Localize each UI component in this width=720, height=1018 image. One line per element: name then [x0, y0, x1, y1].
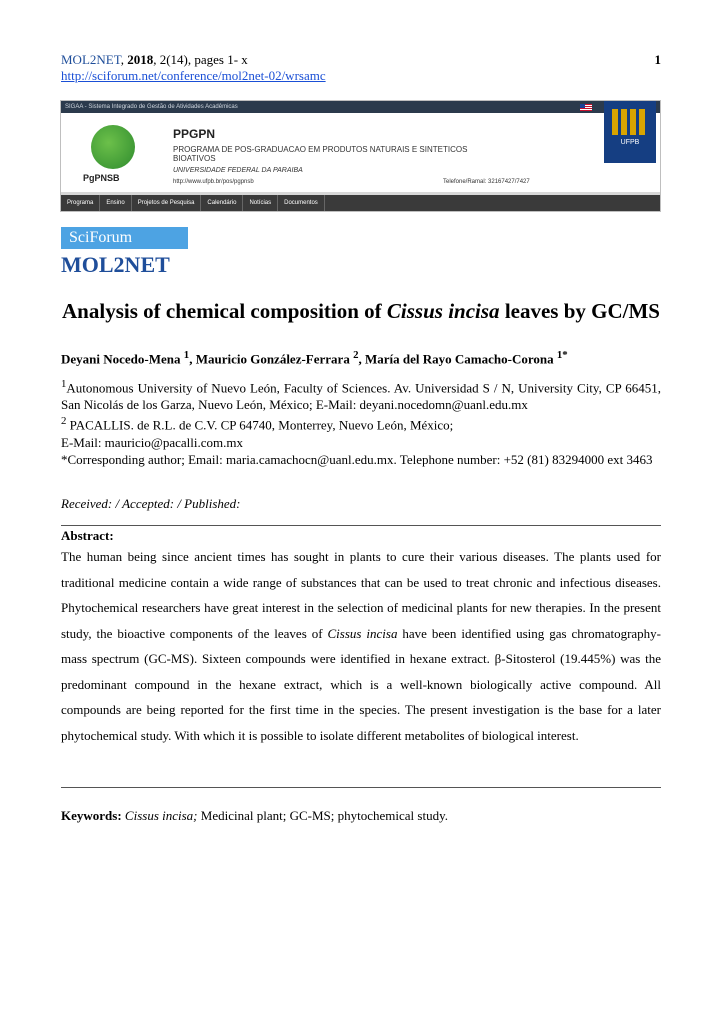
us-flag-icon	[580, 104, 592, 111]
keywords-label: Keywords:	[61, 808, 122, 823]
year: 2018	[127, 52, 154, 67]
affiliation-2-email: E-Mail: mauricio@pacalli.com.mx	[61, 434, 243, 450]
ufpb-logo-icon	[612, 109, 648, 135]
logo-text: PgPNSB	[83, 173, 120, 183]
nav-item-calendario[interactable]: Calendário	[201, 195, 243, 211]
ufpb-badge-label: UFPB	[620, 139, 640, 146]
banner-nav	[61, 192, 660, 211]
nav-item-programa[interactable]: Programa	[61, 195, 100, 211]
received-dates: Received: / Accepted: / Published:	[61, 496, 241, 511]
nav-item-documentos[interactable]: Documentos	[278, 195, 325, 211]
affiliation-2: $^2$ PACALLIS. de R.L. de C.V. CP 64740, Monterrey, Nuevo León, México;	[61, 415, 454, 433]
abstract-body: The human being since ancient times has sought in plants to cure their various diseases. The plants used for traditional medicine contain a wide range of substances that can be used to treat chronic and infectious diseases. Phytochemical researchers have great interest in the selection of medicinal plants for new therapies. In the present study, the bioactive components of the leaves of Cissus incisa have been identified using gas chromatography-mass spectrum (GC-MS). Sixteen compounds were identified in hexane extract. β-Sitosterol (19.445%) was the predominant compound in the hexane extract, which is a well-known biologically active compound. All compounds are being reported for the first time in the species. The present investigation is the base for a later phytochemical study. With which it is possible to isolate different metabolites of biological interest.	[61, 549, 662, 743]
divider	[61, 525, 661, 526]
banner-phone: Telefone/Ramal: 32167427/7427	[443, 179, 530, 185]
banner-program: PROGRAMA DE POS-GRADUACAO EM PRODUTOS NATURAIS E SINTETICOS BIOATIVOS	[173, 145, 468, 163]
nav-item-projetos[interactable]: Projetos de Pesquisa	[132, 195, 202, 211]
nav-item-noticias[interactable]: Notícias	[243, 195, 278, 211]
sciforum-label: SciForum	[61, 227, 188, 249]
corresponding-author: *Corresponding author; Email: maria.camachocn@uanl.edu.mx. Telephone number: +52 (81) 83294000 ext 3463	[61, 451, 653, 467]
affiliation-1: $^1$Autonomous University of Nuevo León, Faculty of Sciences. Av. Universidad S / N, University City, CP 66451, San Nicolás de los Garza, Nuevo León, México; E-Mail: deyani.nocedomn@uanl.edu.mx	[61, 378, 661, 413]
nav-item-ensino[interactable]: Ensino	[100, 195, 131, 211]
program-banner	[60, 100, 661, 212]
keywords: Keywords: Cissus incisa; Medicinal plant; GC-MS; phytochemical study.	[61, 808, 448, 823]
volume-pages: , 2(14), pages 1- x	[153, 52, 248, 67]
conference-name: MOL2NET	[61, 252, 170, 277]
banner-university: UNIVERSIDADE FEDERAL DA PARAIBA	[173, 167, 303, 174]
ufpb-badge	[604, 101, 656, 163]
conference-link[interactable]: http://sciforum.net/conference/mol2net-02/wrsamc	[61, 68, 326, 83]
affiliations	[61, 376, 661, 468]
title-species: Cissus incisa	[386, 299, 500, 323]
page-number: 1	[654, 52, 661, 67]
running-header: MOL2NET, 2018, 2(14), pages 1- x 1 http://sciforum.net/conference/mol2net-02/wrsamc	[61, 52, 661, 83]
abstract-heading: Abstract:	[61, 528, 114, 543]
paper-title: Analysis of chemical composition of Cissus incisa leaves by GC/MS	[62, 299, 660, 323]
journal-name: MOL2NET	[61, 52, 121, 67]
author-list: Deyani Nocedo-Mena $^1$, Mauricio González-Ferrara $^2$, María del Rayo Camacho-Corona $^{1*}$	[61, 349, 568, 367]
banner-site: http://www.ufpb.br/pos/pgpnsb	[173, 179, 254, 185]
pgpnsb-logo-icon	[91, 125, 135, 169]
banner-topbar: SIGAA - Sistema Integrado de Gestão de Atividades Acadêmicas	[61, 101, 660, 113]
banner-title: PPGPN	[173, 127, 216, 141]
divider	[61, 787, 661, 788]
